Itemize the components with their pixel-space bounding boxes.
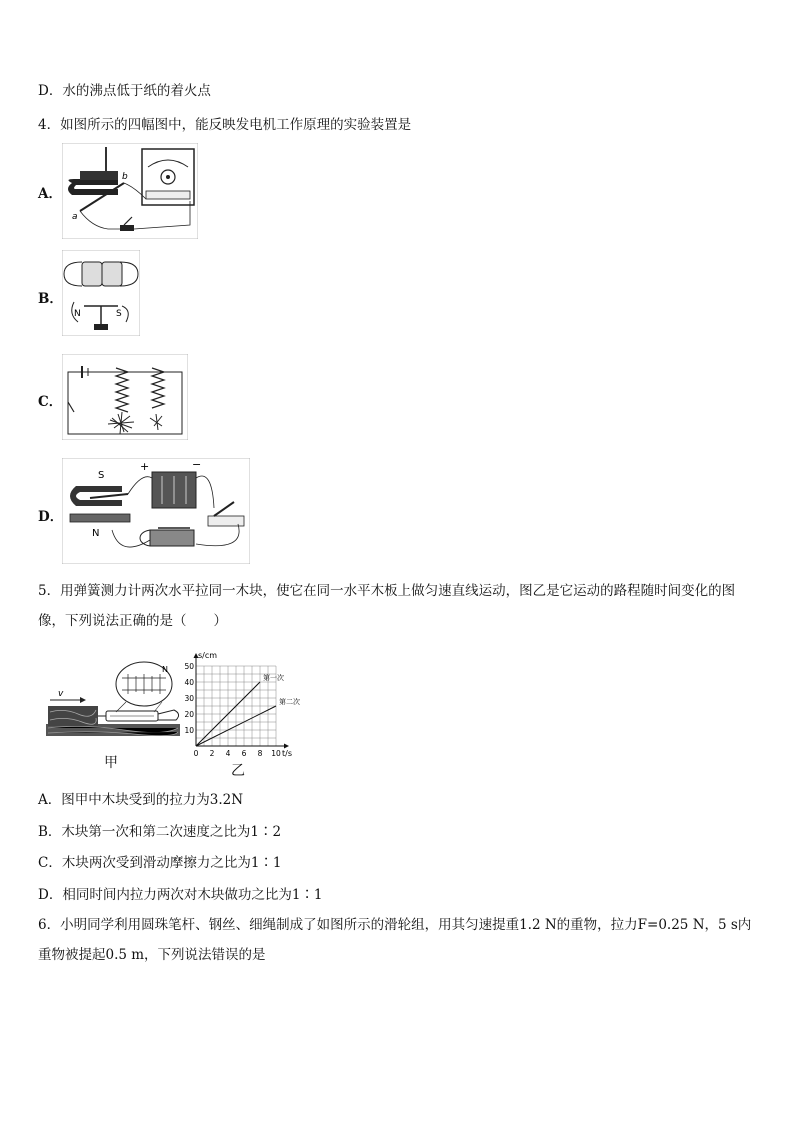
q4-figure-a [62, 143, 198, 239]
chart-y-tick-label: 30 [184, 694, 194, 703]
q3-option-d: D．水的沸点低于纸的着火点 [38, 83, 211, 99]
chart-x-tick-label: 8 [257, 749, 263, 758]
q5-jia-v: v [58, 689, 64, 699]
q5-option-c: C．木块两次受到滑动摩擦力之比为1∶1 [38, 855, 282, 871]
q5-jia-n: N [162, 665, 168, 674]
q4-stem: 4．如图所示的四幅图中，能反映发电机工作原理的实验装置是 [38, 117, 412, 133]
q6-stem: 6．小明同学利用圆珠笔杆、钢丝、细绳制成了如图所示的滑轮组，用其匀速提重1.2 N的重物，拉力F=0.25 N，5 s内重物被提起0.5 m，下列说法错误的是 [38, 917, 752, 963]
q5-chart [184, 648, 304, 762]
chart-series-label-1: 第一次 [263, 674, 284, 682]
q4-figure-d [62, 458, 250, 564]
q4-figure-b [62, 250, 140, 336]
chart-y-tick-label: 40 [184, 678, 194, 687]
q4-b-pole-s: S [116, 309, 122, 319]
q4-a-letter-a: a [72, 212, 78, 222]
q5-option-a: A．图甲中木块受到的拉力为3.2N [38, 792, 244, 808]
chart-x-tick-label: 4 [225, 749, 231, 758]
q4-d-plus: + [140, 460, 150, 473]
q4-label-b: B． [38, 291, 63, 307]
chart-x-tick-label: 10 [271, 749, 281, 758]
chart-x-tick-label: 2 [209, 749, 215, 758]
chart-y-tick-label: 50 [184, 662, 194, 671]
chart-y-tick-label: 20 [184, 710, 194, 719]
q4-d-letter-s: S [98, 470, 105, 481]
q4-label-d: D． [38, 509, 64, 525]
chart-x-tick-label: 6 [241, 749, 247, 758]
chart-y-tick-label: 10 [184, 726, 194, 735]
q5-fig-yi-label: 乙 [231, 763, 245, 779]
q4-figure-c [62, 354, 188, 440]
q4-d-letter-n: N [92, 528, 100, 539]
chart-series-label-2: 第二次 [279, 698, 300, 706]
q5-option-d: D．相同时间内拉力两次对木块做功之比为1∶1 [38, 887, 323, 903]
q4-label-c: C． [38, 394, 63, 410]
q4-d-minus: − [192, 458, 202, 471]
chart-x-tick-label: 0 [193, 749, 199, 758]
q5-stem: 5．用弹簧测力计两次水平拉同一木块，使它在同一水平木板上做匀速直线运动，图乙是它运动的路程随时间变化的图像，下列说法正确的是（ ） [38, 583, 736, 629]
q5-option-b: B．木块第一次和第二次速度之比为1∶2 [38, 824, 282, 840]
q4-b-pole-n: N [74, 309, 81, 319]
chart-x-arrow [284, 744, 289, 749]
chart-y-axis-label: s/cm [198, 651, 218, 660]
q4-a-letter-b: b [122, 172, 128, 182]
chart-x-axis-label: t/s [282, 749, 292, 758]
q5-figure-jia [44, 660, 184, 746]
q5-fig-jia-label: 甲 [104, 755, 118, 771]
q4-label-a: A． [38, 186, 62, 202]
